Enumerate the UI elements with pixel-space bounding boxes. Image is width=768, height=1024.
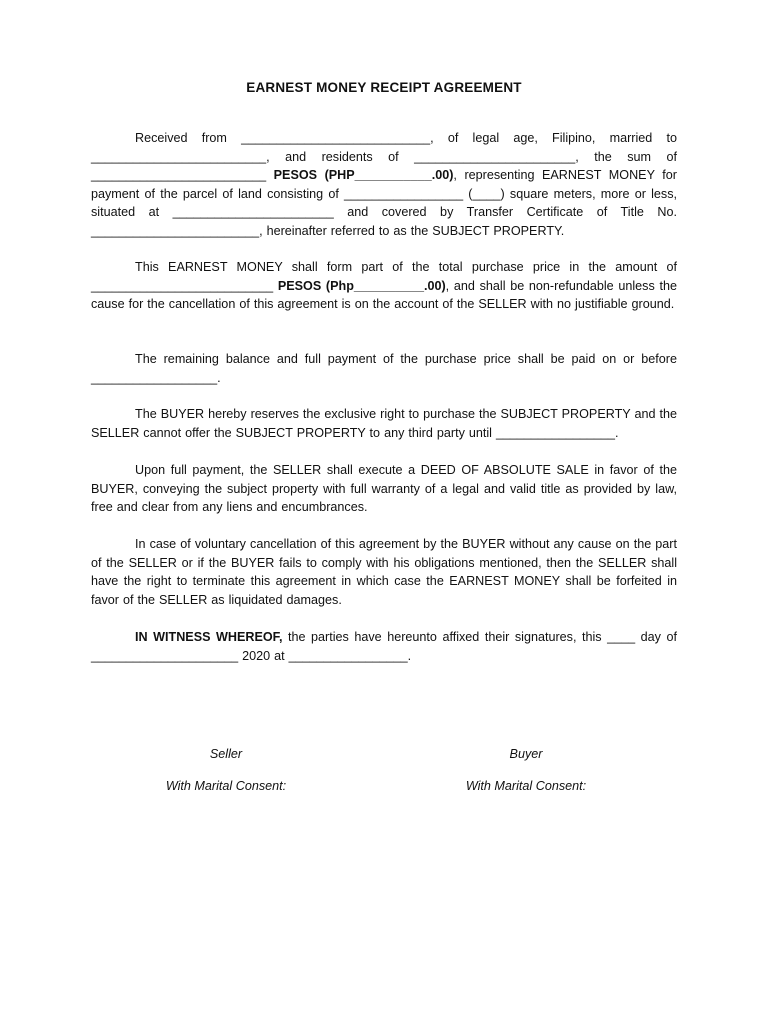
paragraph-receipt bbox=[91, 129, 677, 240]
paragraph-witness-text: the parties have hereunto affixed their signatures, this ____ day of _____________________ 2020 at _________________. bbox=[91, 630, 677, 663]
paragraph-earnest-money bbox=[91, 258, 677, 314]
paragraph-exclusive-text: The BUYER hereby reserves the exclusive right to purchase the SUBJECT PROPERTY and the SELLER cannot offer the SUBJECT PROPERTY to any third party until _________________. bbox=[91, 407, 677, 440]
paragraph-receipt-text-2: , representing EARNEST MONEY for payment of the parcel of land consisting of _________________ (____) square meters, more or less, situated at _______________________ and covered by Transfer Certificate of Title No. ________________________, hereinafter referred to as the SUBJECT PROPERTY. bbox=[91, 168, 677, 238]
paragraph-remaining-text: The remaining balance and full payment of the purchase price shall be paid on or before __________________. bbox=[91, 352, 677, 385]
paragraph-earnest-text-1: This EARNEST MONEY shall form part of the total purchase price in the amount of __________________________ bbox=[91, 260, 677, 293]
paragraph-cancellation-text: In case of voluntary cancellation of this agreement by the BUYER without any cause on the part of the SELLER or if the BUYER fails to comply with his obligations mentioned, then the SELLER shall have the right to terminate this agreement in which case the EARNEST MONEY shall be forfeited in favor of the SELLER as liquidated damages. bbox=[91, 537, 677, 607]
paragraph-earnest-amount: PESOS (Php__________.00) bbox=[277, 278, 446, 293]
paragraph-witness bbox=[91, 628, 677, 665]
paragraph-cancellation bbox=[91, 535, 677, 609]
buyer-marital-consent-label: With Marital Consent: bbox=[465, 779, 587, 793]
paragraph-receipt-text-1: Received from ___________________________, of legal age, Filipino, married to _________________________, and residents of _______________________, the sum of _________________________ bbox=[91, 131, 677, 182]
document-title: EARNEST MONEY RECEIPT AGREEMENT bbox=[246, 80, 522, 95]
paragraph-exclusive-right bbox=[91, 405, 677, 442]
buyer-signature-label: Buyer bbox=[509, 747, 543, 761]
paragraph-receipt-amount: PESOS (PHP___________.00) bbox=[273, 168, 454, 182]
paragraph-witness-heading: IN WITNESS WHEREOF, bbox=[135, 630, 283, 644]
paragraph-earnest-text-2: , and shall be non-refundable unless the cause for the cancellation of this agreement is on the account of the SELLER with no justifiable ground. bbox=[91, 278, 677, 311]
paragraph-full-payment-text: Upon full payment, the SELLER shall execute a DEED OF ABSOLUTE SALE in favor of the BUYER, conveying the subject property with full warranty of a legal and valid title as provided by law, free and clear from any liens and encumbrances. bbox=[91, 463, 677, 514]
seller-marital-consent-label: With Marital Consent: bbox=[165, 779, 287, 793]
seller-signature-label: Seller bbox=[209, 747, 243, 761]
paragraph-remaining-balance bbox=[91, 350, 677, 387]
paragraph-full-payment bbox=[91, 461, 677, 517]
